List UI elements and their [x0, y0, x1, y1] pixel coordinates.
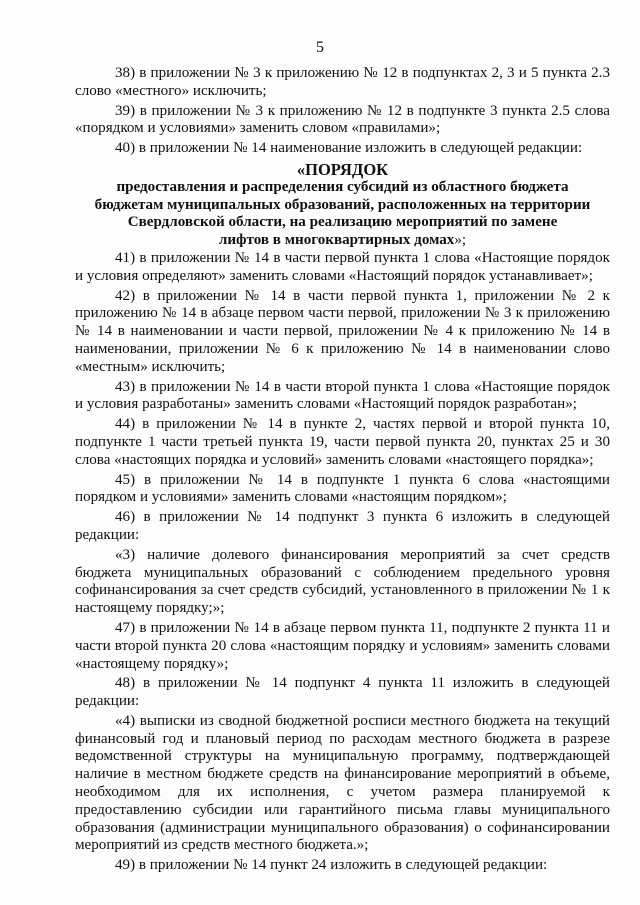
item-40: 40) в приложении № 14 наименование изложить в следующей редакции:: [115, 140, 583, 157]
item-47: 47) в приложении № 14 в абзаце первом пункта 11, подпункте 2 пункта 11 и части второй пункта 20 слова «настоящим порядку и условиям» заменить словами «настоящему порядку»;: [75, 619, 610, 672]
title-line-1: «ПОРЯДОК: [296, 159, 389, 179]
item-39: 39) в приложении № 3 к приложению № 12 в подпункте 3 пункта 2.5 слова «порядком и условиями» заменить словом «правилами»;: [75, 102, 610, 137]
title-line-5: лифтов в многоквартирных домах: [218, 232, 455, 249]
title-line-5-suffix: »;: [454, 232, 467, 249]
title-line-4: Свердловской области, на реализацию мероприятий по замене: [127, 214, 558, 231]
item-46-quote: «3) наличие долевого финансирования мероприятий за счет средств бюджета муниципальных образований с соблюдением предельного уровня софинансирования за счет средств субсидий, установленного в приложении № 1 к настоящему порядку;»;: [75, 546, 610, 617]
item-43: 43) в приложении № 14 в части второй пункта 1 слова «Настоящие порядок и условия разработаны» заменить словами «Настоящий порядок разработан»;: [75, 378, 610, 413]
item-49: 49) в приложении № 14 пункт 24 изложить в следующей редакции:: [115, 857, 548, 874]
item-38: 38) в приложении № 3 к приложению № 12 в подпунктах 2, 3 и 5 пункта 2.3 слово «местного» исключить;: [75, 65, 610, 99]
document-title: [75, 161, 610, 250]
item-44: 44) в приложении № 14 в пункте 2, частях первой и второй пункта 10, подпункте 1 части третьей пункта 19, части первой пункта 20, пунктах 25 и 30 слова «настоящих порядка и условий» заменить словами «настоящего порядка»;: [75, 416, 610, 468]
page-number: 5: [316, 39, 324, 56]
document-body: [75, 65, 610, 875]
title-line-2: предоставления и распределения субсидий из областного бюджета: [116, 178, 569, 195]
item-46: 46) в приложении № 14 подпункт 3 пункта 6 изложить в следующей редакции:: [75, 509, 610, 543]
item-42: 42) в приложении № 14 в части первой пункта 1, приложении № 2 к приложению № 14 в абзаце первом части первой, приложении № 3 к приложению № 14 в наименовании и части первой, приложении № 4 к приложению № 14 в наименовании, приложении № 6 к приложению № 14 в наименовании слово «местным» исключить;: [75, 287, 610, 375]
item-45: 45) в приложении № 14 в подпункте 1 пункта 6 слова «настоящими порядком и условиями» заменить словами «настоящим порядком»;: [75, 471, 610, 506]
item-48: 48) в приложении № 14 подпункт 4 пункта 11 изложить в следующей редакции:: [75, 675, 610, 710]
title-line-3: бюджетам муниципальных образований, расположенных на территории: [94, 196, 591, 213]
item-41: 41) в приложении № 14 в части первой пункта 1 слова «Настоящие порядок и условия определяют» заменить словами «Настоящий порядок устанавливает»;: [75, 249, 610, 284]
item-48-quote: «4) выписки из сводной бюджетной росписи местного бюджета на текущий финансовый год и плановый период по расходам местного бюджета в разрезе ведомственной структуры на муниципальную программу, подтверждающей наличие в местном бюджете средств на финансирование мероприятий в объеме, необходимом для их исполнения, с учетом размера планируемой к предоставлению субсидии или гарантийного письма главы муниципального образования (администрации муниципального образования) о софинансировании мероприятий из средств местного бюджета.»;: [75, 712, 610, 854]
